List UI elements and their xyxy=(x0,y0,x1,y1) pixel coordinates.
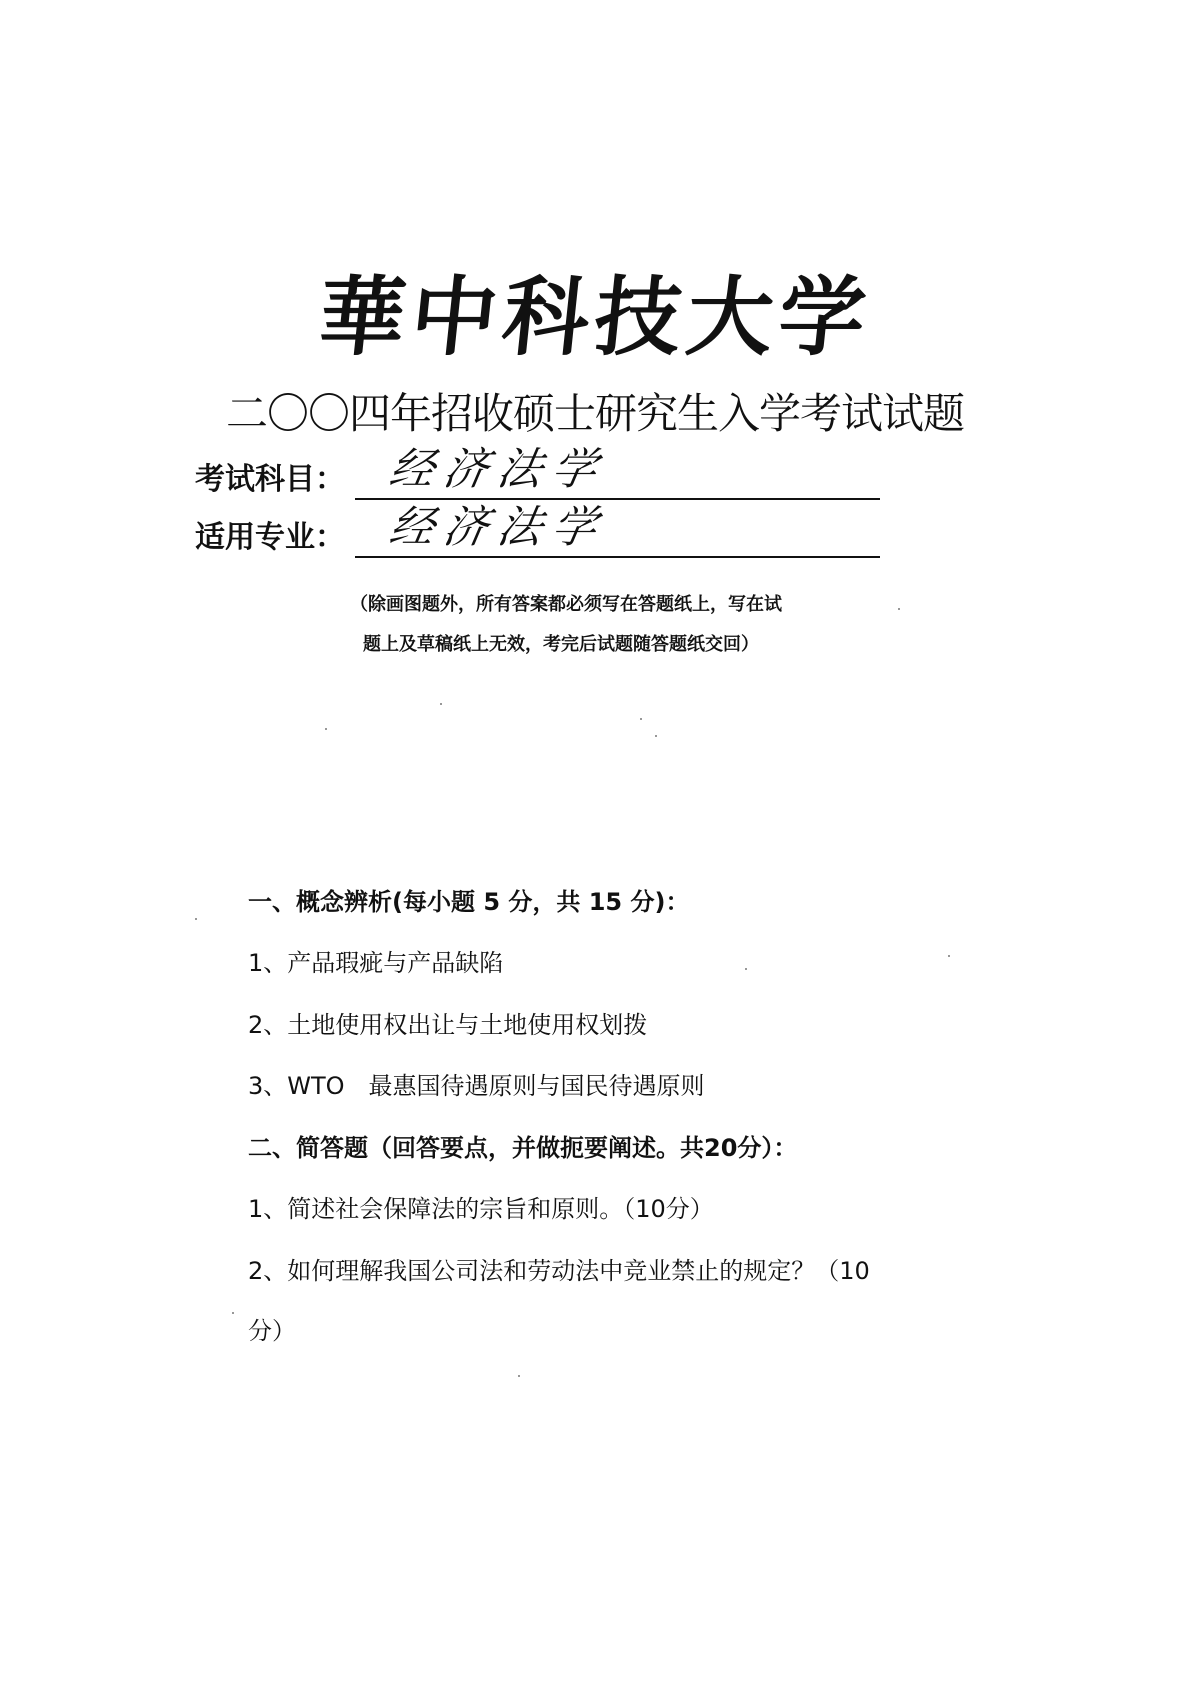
scan-speck xyxy=(325,728,327,730)
section-2-item-2-continued: 分） xyxy=(248,1317,296,1345)
section-1-heading: 一、概念辨析(每小题 5 分，共 15 分)： xyxy=(248,888,690,916)
exam-subject-value: 经济法学 xyxy=(385,444,611,495)
section-1-item-3: 3、WTO 最惠国待遇原则与国民待遇原则 xyxy=(248,1072,705,1100)
scan-speck xyxy=(518,1375,520,1377)
applicable-major-underline xyxy=(355,556,880,558)
applicable-major-value: 经济法学 xyxy=(385,502,611,553)
exam-title: 二〇〇四年招收硕士研究生入学考试试题 xyxy=(225,389,964,438)
notice-line-1: （除画图题外，所有答案都必须写在答题纸上，写在试 xyxy=(350,594,782,615)
scan-speck xyxy=(440,703,442,705)
scan-speck xyxy=(948,955,950,957)
scan-speck xyxy=(898,608,900,610)
applicable-major-field xyxy=(195,498,895,558)
section-1-item-2: 2、土地使用权出让与土地使用权划拨 xyxy=(248,1011,648,1039)
scan-speck xyxy=(745,968,747,970)
scan-speck xyxy=(640,718,642,720)
scan-speck xyxy=(232,1312,234,1314)
section-2-item-1: 1、简述社会保障法的宗旨和原则。（10分） xyxy=(248,1195,714,1223)
exam-subject-label: 考试科目： xyxy=(195,462,345,497)
applicable-major-label: 适用专业： xyxy=(195,520,345,555)
university-name: 華中科技大学 xyxy=(313,267,877,368)
scan-speck xyxy=(195,918,197,920)
notice-line-2: 题上及草稿纸上无效，考完后试题随答题纸交回） xyxy=(363,634,759,655)
section-1-item-1: 1、产品瑕疵与产品缺陷 xyxy=(248,949,504,977)
section-2-item-2: 2、如何理解我国公司法和劳动法中竞业禁止的规定？（10 xyxy=(248,1257,870,1285)
exam-subject-field xyxy=(195,440,895,500)
section-2-heading: 二、简答题（回答要点，并做扼要阐述。共20分）： xyxy=(248,1134,798,1162)
scan-speck xyxy=(655,735,657,737)
